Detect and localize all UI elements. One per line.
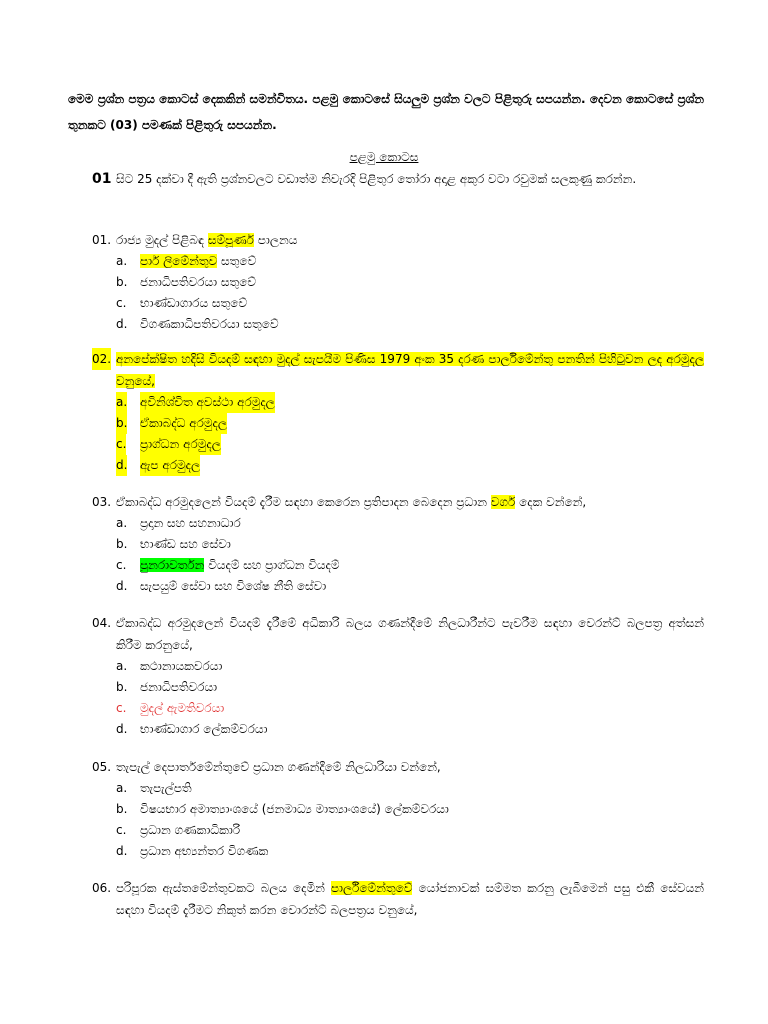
option-text: සතුවේ [217, 254, 257, 268]
option-letter: b. [116, 680, 128, 694]
option-d[interactable] [92, 719, 704, 740]
option-b[interactable] [92, 413, 704, 434]
option-b[interactable] [92, 534, 704, 555]
question-02 [92, 348, 704, 476]
question-stem [92, 877, 704, 921]
option-letter: a. [116, 254, 128, 268]
option-letter: d. [116, 844, 128, 858]
option-letter: c. [116, 823, 127, 837]
option-text: ජනාධිපතිවරයා සතුවේ [140, 275, 257, 289]
question-stem [92, 229, 704, 251]
option-text: විගණකාධිපතිවරයා සතුවේ [140, 317, 279, 331]
stem-text: අනපේක්ෂිත හදිසි වියදම් සඳහා මුදල් සැපයීම පිණිස 1979 අංක 35 දරණ පාර්ලිමේන්තු පනතින් පිහිටුවන ලද අරමුදල වනුයේ, [116, 352, 704, 388]
question-stem [92, 348, 704, 392]
option-a[interactable] [92, 513, 704, 534]
option-d[interactable] [92, 314, 704, 335]
option-letter: b. [116, 802, 128, 816]
question-number: 03. [92, 495, 112, 509]
instruction-text: සිට 25 දක්වා දී ඇති ප්‍රශ්නවලට වඩාත්ම නිවැරදි පිළිතුර තෝරා අදාළ අකුර වටා රවුමක් සලකුණු කරන්න. [116, 172, 637, 186]
stem-text: ඒකාබද්ධ අරමුදලෙන් වියදම් දැරීමේ අධිකාරි බලය ගණන්දීමේ නිලධාරීන්ට පැවරීම සඳහා වෙරන්ට් බලපත්‍ර අත්සන් කිරීම කරනුයේ, [116, 616, 704, 652]
instruction [92, 168, 702, 190]
option-text: කථානායකවරයා [140, 659, 223, 673]
question-stem [92, 612, 704, 656]
option-d[interactable] [92, 841, 704, 862]
question-stem [92, 491, 704, 513]
question-04 [92, 612, 704, 740]
option-letter: b. [116, 537, 128, 551]
option-text: මුදල් ඇමතිවරයා [140, 701, 225, 715]
option-a[interactable] [92, 778, 704, 799]
stem-text: ඒකාබද්ධ අරමුදලෙන් වියදම් දැරීම සඳහා කෙරෙන ප්‍රතිපාදන බෙදෙන ප්‍රධාන [116, 495, 491, 509]
option-letter: b. [116, 275, 128, 289]
question-number: 01. [92, 233, 112, 247]
stem-text: පාලනය [253, 233, 298, 247]
stem-text: රාජ්‍ය මුදල් පිළිබඳ [116, 233, 208, 247]
section-title: පළමු කොටස [349, 150, 419, 164]
option-text: පාර් ලිමේන්තුව [140, 254, 218, 268]
option-text: භාණ්ඩාගාරය සතුවේ [140, 296, 248, 310]
option-b[interactable] [92, 677, 704, 698]
stem-highlight: පාර්ලිමේන්තුවේ [330, 881, 413, 895]
option-d[interactable] [92, 576, 704, 597]
option-text: තැපැල්පති [140, 781, 192, 795]
option-letter: a. [116, 392, 127, 413]
option-text: ජනාධිපතිවරයා [140, 680, 218, 694]
option-b[interactable] [92, 799, 704, 820]
option-text: ඒකාබද්ධ අරමුදල [140, 413, 227, 434]
option-c[interactable] [92, 293, 704, 314]
option-letter: c. [116, 296, 127, 310]
question-number: 02. [92, 348, 111, 370]
question-01 [92, 229, 704, 335]
option-text: ප්‍රධාන ගණකාධිකාරි [140, 823, 241, 837]
question-stem [92, 756, 704, 778]
stem-text: තැපැල් දෙපාර්තමේන්තුවේ ප්‍රධාන ගණන්දීමේ නිලධාරියා වන්නේ, [116, 760, 441, 774]
option-a[interactable] [92, 392, 704, 413]
option-text: අවිනිශ්චිත අවස්ථා අරමුදල [140, 392, 275, 413]
option-c[interactable] [92, 434, 704, 455]
question-number: 05. [92, 760, 112, 774]
option-text: ප්‍රාග්ධන අරමුදල [140, 434, 221, 455]
option-text: වියදම් සහ ප්‍රාග්ධන වියදම් [204, 558, 340, 572]
option-letter: a. [116, 516, 128, 530]
intro-paragraph: මෙම ප්‍රශ්න පත්‍රය කොටස් දෙකකින් සමන්විතය. පළමු කොටසේ සියලුම ප්‍රශ්න වලට පිළිතුරු සපයන්න. දෙවන කොටසේ ප්‍රශ්න තුනකට (03) පමණක් පිළිතුරු සපයන්න. [68, 92, 704, 132]
option-a[interactable] [92, 656, 704, 677]
instruction-number: 01 [92, 171, 112, 187]
option-letter: c. [116, 701, 127, 715]
option-b[interactable] [92, 272, 704, 293]
question-06 [92, 877, 704, 921]
option-letter: d. [116, 455, 127, 476]
question-03 [92, 491, 704, 597]
option-text: ප්‍රදාන සහ සහනාධාර [140, 516, 241, 530]
option-text: ප්‍රධාන අභ්‍යන්තර විගණක [140, 844, 269, 858]
option-letter: a. [116, 781, 128, 795]
option-c[interactable] [92, 555, 704, 576]
option-letter: d. [116, 317, 128, 331]
stem-highlight: වර්ග [490, 495, 516, 509]
option-c[interactable] [92, 820, 704, 841]
option-letter: a. [116, 659, 128, 673]
question-number: 06. [92, 881, 112, 895]
option-letter: c. [116, 434, 126, 455]
option-c[interactable] [92, 698, 704, 719]
option-text: පුනරාවර්තන [140, 558, 205, 572]
option-letter: d. [116, 722, 128, 736]
question-05 [92, 756, 704, 862]
option-text: විෂයභාර අමාත්‍යාංශයේ (ජනමාධ්‍ය මාත්‍යාංශයේ) ලේකම්වරයා [140, 802, 449, 816]
question-number: 04. [92, 616, 112, 630]
stem-text: යෝජනාවක් සම්මත කරනු ලැබීමෙන් පසු එකී සේවයන් සඳහා වියදම් දැරීමට නිකුත් කරන වොරන්ට් බලපත්‍රය වනුයේ, [116, 881, 704, 917]
option-d[interactable] [92, 455, 704, 476]
stem-text: පරිපූරක ඇස්තමේන්තුවකට බලය දෙමින් [116, 881, 331, 895]
option-a[interactable] [92, 251, 704, 272]
option-letter: b. [116, 413, 127, 434]
option-text: භාණ්ඩ සහ සේවා [140, 537, 231, 551]
option-letter: d. [116, 579, 128, 593]
option-text: ඇප අරමුදල [140, 455, 200, 476]
option-text: භාණ්ඩාගාර ලේකම්වරයා [140, 722, 268, 736]
option-letter: c. [116, 558, 127, 572]
stem-text: දෙක වන්නේ, [515, 495, 587, 509]
stem-highlight: සම්පූර්ණ [207, 233, 254, 247]
option-text: සැපයුම් සේවා සහ විශේෂ නීති සේවා [140, 579, 327, 593]
